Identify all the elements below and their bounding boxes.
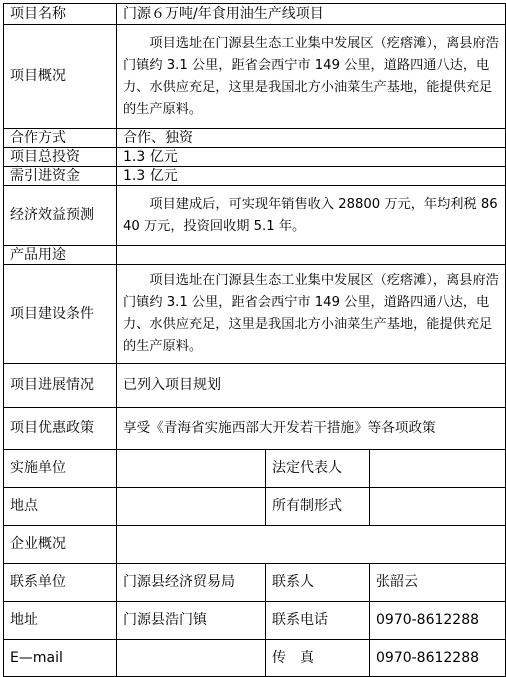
label-fax: 传 真 xyxy=(266,640,370,677)
label-ownership: 所有制形式 xyxy=(266,488,370,526)
label-email: E—mail xyxy=(4,640,117,677)
label-needed-capital: 需引进资金 xyxy=(4,167,117,186)
row-product-use xyxy=(4,246,506,265)
label-progress: 项目进展情况 xyxy=(4,364,117,408)
label-legal-rep: 法定代表人 xyxy=(266,450,370,488)
value-contact-unit: 门源县经济贸易局 xyxy=(117,564,266,602)
row-unit xyxy=(4,450,506,488)
label-enterprise: 企业概况 xyxy=(4,526,117,564)
label-contact-unit: 联系单位 xyxy=(4,564,117,602)
row-overview xyxy=(4,25,506,129)
value-legal-rep xyxy=(370,450,506,488)
label-benefit: 经济效益预测 xyxy=(4,186,117,246)
value-conditions: 项目选址在门源县生态工业集中发展区（疙瘩滩），离县府浩门镇约 3.1 公里，距省会西宁市 149 公里，道路四通八达，电力、水供应充足，这里是我国北方小油菜生产基地，能提供充足的生产原料。 xyxy=(117,265,506,364)
value-address: 门源县浩门镇 xyxy=(117,602,266,640)
label-location: 地点 xyxy=(4,488,117,526)
value-location xyxy=(117,488,266,526)
label-policy: 项目优惠政策 xyxy=(4,408,117,450)
label-unit: 实施单位 xyxy=(4,450,117,488)
row-benefit xyxy=(4,186,506,246)
value-project-name: 门源６万吨/年食用油生产线项目 xyxy=(117,4,506,25)
value-ownership xyxy=(370,488,506,526)
label-phone: 联系电话 xyxy=(266,602,370,640)
label-cooperation: 合作方式 xyxy=(4,129,117,148)
row-project-name xyxy=(4,4,506,25)
row-needed-capital xyxy=(4,167,506,186)
value-enterprise xyxy=(117,526,506,564)
row-progress xyxy=(4,364,506,408)
value-benefit: 项目建成后，可实现年销售收入 28800 万元，年均利税 8640 万元，投资回收期 5.1 年。 xyxy=(117,186,506,246)
value-product-use xyxy=(117,246,506,265)
row-contact-unit xyxy=(4,564,506,602)
row-policy xyxy=(4,408,506,450)
label-overview: 项目概况 xyxy=(4,25,117,129)
value-unit xyxy=(117,450,266,488)
row-enterprise xyxy=(4,526,506,564)
label-total-investment: 项目总投资 xyxy=(4,148,117,167)
row-total-investment xyxy=(4,148,506,167)
row-conditions xyxy=(4,265,506,364)
project-info-table xyxy=(3,3,506,677)
label-product-use: 产品用途 xyxy=(4,246,117,265)
row-email xyxy=(4,640,506,677)
label-contact-person: 联系人 xyxy=(266,564,370,602)
row-cooperation xyxy=(4,129,506,148)
label-project-name: 项目名称 xyxy=(4,4,117,25)
value-email xyxy=(117,640,266,677)
value-cooperation: 合作、独资 xyxy=(117,129,506,148)
row-address xyxy=(4,602,506,640)
value-policy: 享受《青海省实施西部大开发若干措施》等各项政策 xyxy=(117,408,506,450)
row-location xyxy=(4,488,506,526)
value-contact-person: 张韶云 xyxy=(370,564,506,602)
value-overview: 项目选址在门源县生态工业集中发展区（疙瘩滩），离县府浩门镇约 3.1 公里，距省会西宁市 149 公里，道路四通八达，电力、水供应充足，这里是我国北方小油菜生产基地，能提供充足的生产原料。 xyxy=(117,25,506,129)
value-fax: 0970-8612288 xyxy=(370,640,506,677)
value-progress: 已列入项目规划 xyxy=(117,364,506,408)
value-phone: 0970-8612288 xyxy=(370,602,506,640)
label-conditions: 项目建设条件 xyxy=(4,265,117,364)
value-total-investment: 1.3 亿元 xyxy=(117,148,506,167)
label-address: 地址 xyxy=(4,602,117,640)
value-needed-capital: 1.3 亿元 xyxy=(117,167,506,186)
